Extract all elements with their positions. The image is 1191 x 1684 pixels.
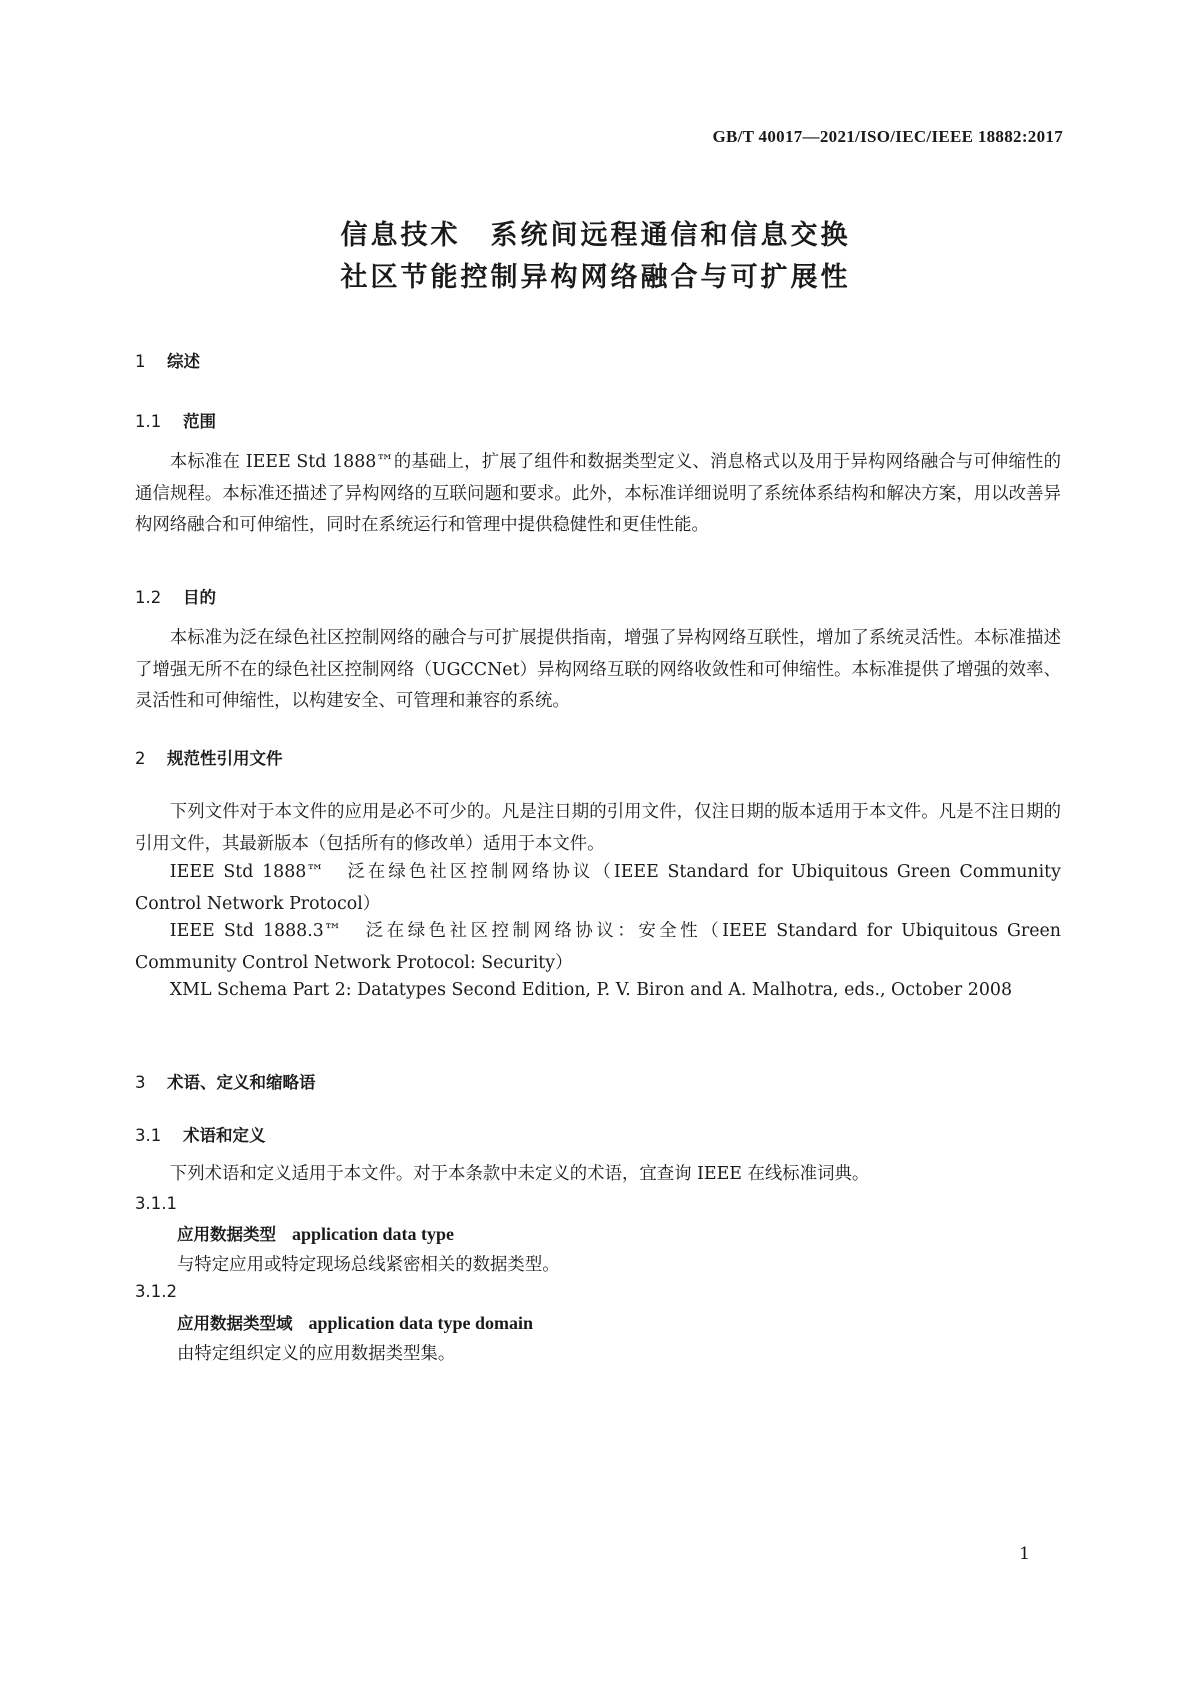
section-3-1-heading — [135, 1122, 266, 1146]
section-1-2-heading — [135, 584, 216, 608]
section-1-heading — [135, 348, 200, 372]
scope-paragraph: 本标准在 IEEE Std 1888™的基础上，扩展了组件和数据类型定义、消息格式以及用于异构网络融合与可伸缩性的通信规程。本标准还描述了异构网络的互联问题和要求。此外，本标准详细说明了系统体系结构和解决方案，用以改善异构网络融合和可伸缩性，同时在系统运行和管理中提供稳健性和更佳性能。 — [135, 452, 1061, 536]
section-title: 范围 — [183, 412, 216, 431]
normative-intro: 下列文件对于本文件的应用是必不可少的。凡是注日期的引用文件，仅注日期的版本适用于本文件。凡是不注日期的引用文件，其最新版本（包括所有的修改单）适用于本文件。 — [135, 802, 1061, 854]
section-number: 1.1 — [135, 412, 162, 431]
section-number: 3.1 — [135, 1126, 162, 1145]
term-definition: 与特定应用或特定现场总线紧密相关的数据类型。 — [177, 1255, 560, 1275]
section-number: 3 — [135, 1073, 146, 1092]
term-title — [177, 1221, 454, 1245]
section-title: 术语、定义和缩略语 — [167, 1073, 316, 1092]
reference-item: XML Schema Part 2: Datatypes Second Edition, P. V. Biron and A. Malhotra, eds., October 2008 — [169, 980, 1013, 1000]
section-number: 1.2 — [135, 588, 162, 607]
term-definition: 由特定组织定义的应用数据类型集。 — [177, 1344, 456, 1364]
term-number: 3.1.2 — [135, 1282, 177, 1301]
term-title — [177, 1310, 533, 1334]
section-number: 2 — [135, 749, 146, 768]
term-name-cn: 应用数据类型域 — [177, 1314, 293, 1333]
section-3-heading — [135, 1069, 316, 1093]
purpose-paragraph: 本标准为泛在绿色社区控制网络的融合与可扩展提供指南，增强了异构网络互联性，增加了系统灵活性。本标准描述了增强无所不在的绿色社区控制网络（UGCCNet）异构网络互联的网络收敛性和可伸缩性。本标准提供了增强的效率、灵活性和可伸缩性，以构建安全、可管理和兼容的系统。 — [135, 628, 1061, 712]
title-line-2: 社区节能控制异构网络融合与可扩展性 — [340, 262, 851, 293]
terms-intro: 下列术语和定义适用于本文件。对于本条款中未定义的术语，宜查询 IEEE 在线标准词典。 — [169, 1164, 870, 1184]
standard-code: GB/T 40017—2021/ISO/IEC/IEEE 18882:2017 — [712, 127, 1063, 146]
section-title: 术语和定义 — [183, 1126, 266, 1145]
term-name-en: application data type domain — [308, 1313, 534, 1333]
section-title: 综述 — [167, 352, 200, 371]
term-name-en: application data type — [292, 1224, 455, 1244]
reference-item: IEEE Std 1888™ 泛在绿色社区控制网络协议（IEEE Standard for Ubiquitous Green Community Control Network Protocol） — [135, 862, 1061, 914]
section-1-1-heading — [135, 408, 216, 432]
section-title: 目的 — [183, 588, 216, 607]
title-line-1: 信息技术 系统间远程通信和信息交换 — [340, 220, 851, 251]
section-number: 1 — [135, 352, 146, 371]
section-title: 规范性引用文件 — [167, 749, 283, 768]
reference-item: IEEE Std 1888.3™ 泛在绿色社区控制网络协议：安全性（IEEE Standard for Ubiquitous Green Community Control Network Protocol: Security） — [135, 921, 1061, 973]
term-number: 3.1.1 — [135, 1194, 177, 1213]
section-2-heading — [135, 745, 283, 769]
page-number: 1 — [1019, 1544, 1030, 1564]
term-name-cn: 应用数据类型 — [177, 1225, 276, 1244]
